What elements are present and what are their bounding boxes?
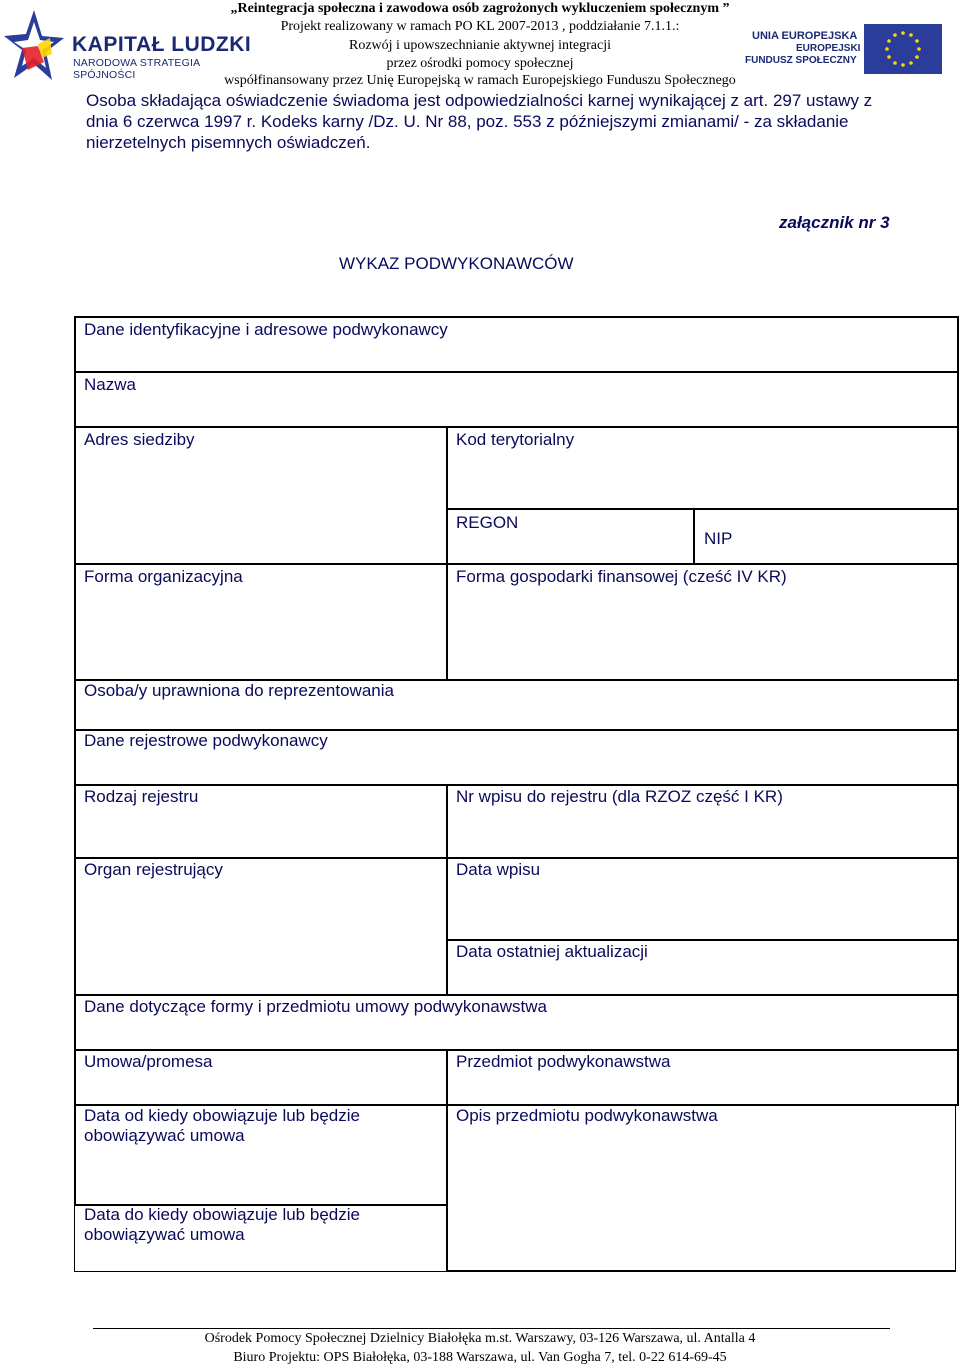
project-measure-cont: przez ośrodki pomocy społecznej bbox=[386, 56, 574, 71]
subject-label: Przedmiot podwykonawstwa bbox=[456, 1052, 671, 1071]
project-program: Projekt realizowany w ramach PO KL 2007-2013 , poddziałanie 7.1.1.: bbox=[280, 19, 680, 34]
footer-divider bbox=[93, 1328, 890, 1329]
name-label: Nazwa bbox=[84, 375, 136, 394]
representative-field[interactable] bbox=[74, 679, 959, 731]
address-field[interactable] bbox=[74, 426, 448, 565]
entry-date-label: Data wpisu bbox=[456, 860, 541, 879]
eu-flag-icon bbox=[864, 24, 942, 74]
registry-authority-label: Organ rejestrujący bbox=[84, 860, 223, 879]
registry-section-label: Dane rejestrowe podwykonawcy bbox=[84, 731, 328, 750]
date-from-label-line2: obowiązywać umowa bbox=[84, 1126, 245, 1145]
representative-label: Osoba/y uprawniona do reprezentowania bbox=[84, 681, 394, 700]
last-update-label: Data ostatniej aktualizacji bbox=[456, 942, 648, 961]
kapital-ludzki-title: KAPITAŁ LUDZKI bbox=[72, 33, 252, 56]
project-cofinancing: współfinansowany przez Unię Europejską w ramach Europejskiego Funduszu Społecznego bbox=[224, 73, 736, 88]
kapital-ludzki-logo bbox=[4, 8, 254, 86]
regon-field[interactable] bbox=[446, 508, 695, 565]
date-to-field[interactable] bbox=[74, 1204, 448, 1272]
territorial-code-label: Kod terytorialny bbox=[456, 430, 575, 449]
nip-field[interactable] bbox=[693, 508, 959, 565]
project-measure: Rozwój i upowszechnianie aktywnej integracji bbox=[348, 38, 612, 53]
liability-statement: Osoba składająca oświadczenie świadoma jest odpowiedzialności karnej wynikającej z art. 297 ustawy z dnia 6 czerwca 1997 r. Kodeks karny /Dz. U. Nr 88, poz. 553 z późniejszymi zmianami/ - za składanie nierzetelnych pisemnych oświadczeń. bbox=[86, 91, 873, 152]
project-title: „Reintegracja społeczna i zawodowa osób zagrożonych wykluczeniem społecznym ” bbox=[230, 1, 730, 16]
identification-section-cell bbox=[74, 316, 959, 373]
footer-project-office: Biuro Projektu: OPS Białołęka, 03-188 Warszawa, ul. Van Gogha 7, tel. 0-22 614-69-45 bbox=[233, 1350, 727, 1365]
name-field[interactable] bbox=[74, 371, 959, 428]
entry-date-field[interactable] bbox=[446, 857, 959, 941]
registry-number-label: Nr wpisu do rejestru (dla RZOZ część I KR) bbox=[456, 787, 783, 806]
economic-form-label: Forma gospodarki finansowej (cześć IV KR) bbox=[456, 567, 787, 586]
identification-section-label: Dane identyfikacyjne i adresowe podwykonawcy bbox=[84, 320, 448, 339]
footer-address: Ośrodek Pomocy Społecznej Dzielnicy Białołęka m.st. Warszawy, 03-126 Warszawa, ul. Antalla 4 bbox=[204, 1331, 756, 1346]
contract-section-label: Dane dotyczące formy i przedmiotu umowy podwykonawstwa bbox=[84, 997, 547, 1016]
date-to-label-line1: Data do kiedy obowiązuje lub będzie bbox=[84, 1205, 360, 1224]
eu-logo-line3: FUNDUSZ SPOŁECZNY bbox=[745, 55, 857, 66]
contract-section-cell bbox=[74, 994, 959, 1051]
address-label: Adres siedziby bbox=[84, 430, 195, 449]
org-form-label: Forma organizacyjna bbox=[84, 567, 243, 586]
contract-type-label: Umowa/promesa bbox=[84, 1052, 213, 1071]
eu-logo-line1: UNIA EUROPEJSKA bbox=[752, 30, 858, 42]
economic-form-field[interactable] bbox=[446, 563, 959, 681]
kapital-ludzki-star-icon bbox=[4, 8, 66, 86]
registry-authority-field[interactable] bbox=[74, 857, 448, 996]
date-from-field[interactable] bbox=[74, 1104, 448, 1206]
nip-label: NIP bbox=[704, 529, 733, 548]
date-to-label-line2: obowiązywać umowa bbox=[84, 1225, 245, 1244]
territorial-code-field[interactable] bbox=[446, 426, 959, 510]
subject-field[interactable] bbox=[446, 1049, 959, 1106]
registry-type-field[interactable] bbox=[74, 784, 448, 859]
org-form-field[interactable] bbox=[74, 563, 448, 681]
registry-type-label: Rodzaj rejestru bbox=[84, 787, 199, 806]
registry-number-field[interactable] bbox=[446, 784, 959, 859]
regon-label: REGON bbox=[456, 513, 519, 532]
page-title: WYKAZ PODWYKONAWCÓW bbox=[339, 254, 574, 273]
kapital-ludzki-subtitle: NARODOWA STRATEGIA SPÓJNOŚCI bbox=[73, 57, 200, 81]
annex-label: załącznik nr 3 bbox=[779, 213, 890, 232]
eu-logo-line2: EUROPEJSKI bbox=[796, 43, 861, 54]
registry-section-cell bbox=[74, 729, 959, 786]
subject-description-label: Opis przedmiotu podwykonawstwa bbox=[456, 1106, 718, 1125]
date-from-label-line1: Data od kiedy obowiązuje lub będzie bbox=[84, 1106, 360, 1125]
last-update-field[interactable] bbox=[446, 939, 959, 996]
contract-type-field[interactable] bbox=[74, 1049, 448, 1106]
subject-description-field[interactable] bbox=[446, 1104, 956, 1272]
